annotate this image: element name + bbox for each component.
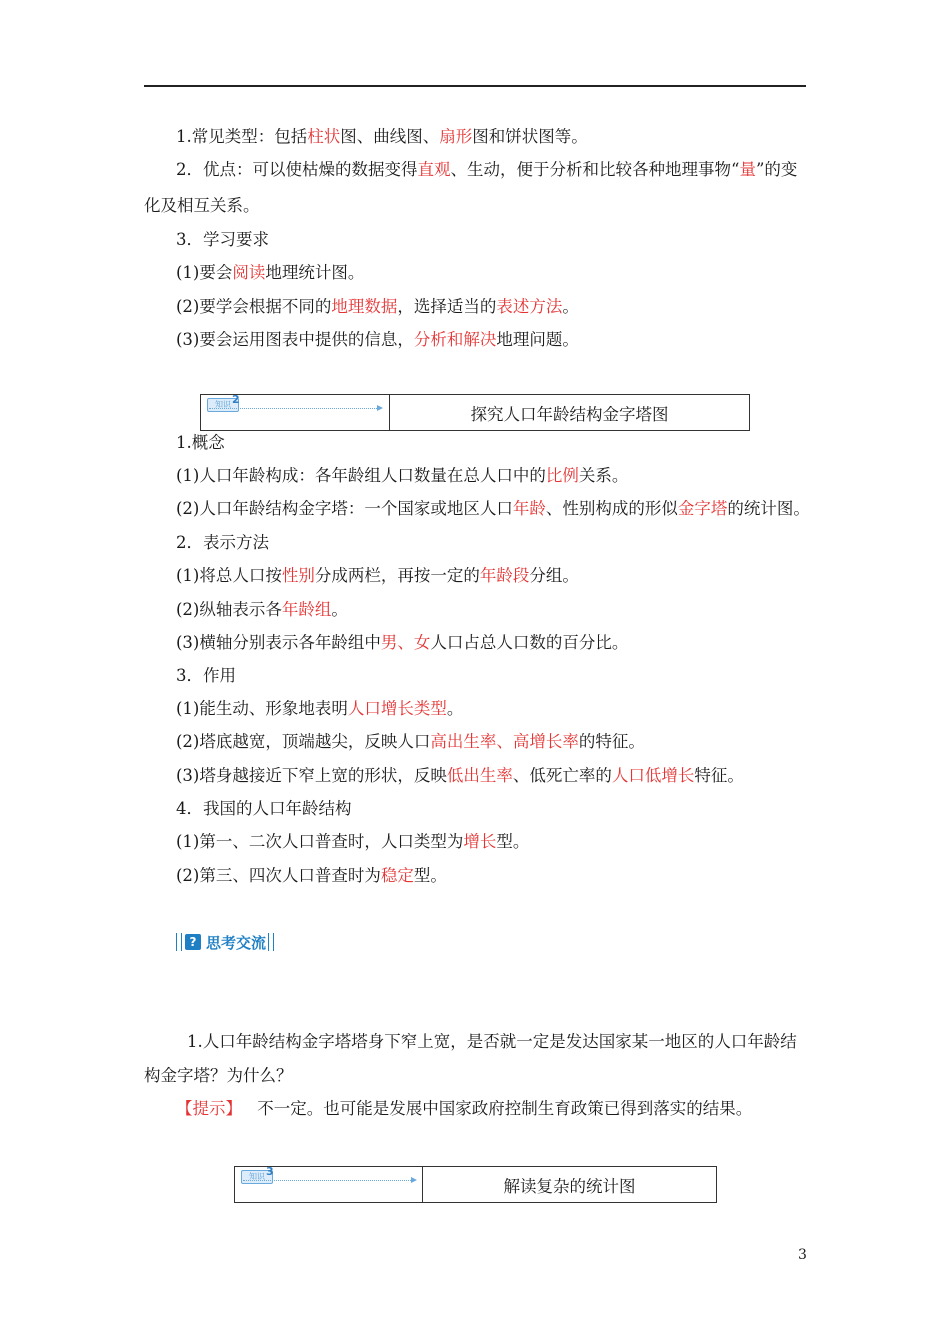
hint-label: 【提示】 bbox=[176, 1099, 242, 1118]
text-segment: (3)横轴分别表示各年龄组中 bbox=[176, 633, 381, 652]
question-line-2: 构金字塔？为什么？ bbox=[144, 1066, 293, 1085]
arrowhead-icon bbox=[377, 405, 383, 411]
highlight-text: 人口低增长 bbox=[611, 766, 695, 785]
highlight-text: 比例 bbox=[545, 466, 579, 485]
text-line bbox=[176, 127, 588, 147]
text-segment: (1)将总人口按 bbox=[176, 566, 282, 585]
text-line bbox=[176, 433, 225, 453]
text-segment: 分成两栏，再按一定的 bbox=[314, 566, 480, 585]
highlight-text: 直观 bbox=[417, 160, 451, 179]
text-line bbox=[176, 633, 628, 653]
text-segment: (1)第一、二次人口普查时，人口类型为 bbox=[176, 832, 464, 851]
text-segment: 的特征。 bbox=[578, 732, 645, 751]
knowledge-number: 3 bbox=[266, 1165, 274, 1178]
highlight-text: 增长 bbox=[463, 832, 497, 851]
text-segment: 、低死亡率的 bbox=[512, 766, 612, 785]
text-segment: ，选择适当的 bbox=[397, 297, 497, 316]
text-segment: (3)塔身越接近下窄上宽的形状，反映 bbox=[176, 766, 447, 785]
text-line bbox=[176, 330, 579, 350]
highlight-text: 低出生率 bbox=[446, 766, 513, 785]
text-line bbox=[176, 732, 645, 752]
knowledge-tag-cell bbox=[235, 1167, 423, 1202]
text-segment: 2．优点：可以使枯燥的数据变得 bbox=[176, 160, 418, 179]
knowledge-tag: 知识 bbox=[241, 1170, 273, 1184]
highlight-text: 表述方法 bbox=[496, 297, 563, 316]
highlight-text: 地理数据 bbox=[331, 297, 398, 316]
text-segment: 、性别构成的形似 bbox=[545, 499, 678, 518]
highlight-text: 扇形 bbox=[439, 127, 473, 146]
text-segment: 地理问题。 bbox=[496, 330, 579, 349]
highlight-text: 人口增长类型 bbox=[347, 699, 447, 718]
text-line bbox=[176, 263, 364, 283]
text-segment: 图和饼状图等。 bbox=[472, 127, 588, 146]
text-segment: 型。 bbox=[413, 866, 447, 885]
text-segment: 4．我国的人口年龄结构 bbox=[176, 799, 352, 818]
text-segment: 3．学习要求 bbox=[176, 230, 269, 249]
text-line bbox=[176, 466, 628, 486]
highlight-text: 性别 bbox=[281, 566, 315, 585]
text-segment: 图、曲线图、 bbox=[340, 127, 440, 146]
dotted-arrow-icon bbox=[243, 1180, 413, 1181]
question-icon: ? bbox=[185, 934, 201, 950]
knowledge-tag: 知识 bbox=[207, 398, 239, 412]
highlight-text: 阅读 bbox=[232, 263, 266, 282]
text-line bbox=[176, 566, 579, 586]
text-segment: 关系。 bbox=[578, 466, 629, 485]
knowledge-title: 解读复杂的统计图 bbox=[503, 1176, 636, 1196]
highlight-text: 稳定 bbox=[380, 866, 414, 885]
think-exchange-header bbox=[176, 931, 274, 953]
text-segment: 、生动，便于分析和比较各种地理事物“ bbox=[450, 160, 740, 179]
knowledge-box-3 bbox=[234, 1166, 717, 1203]
text-segment: 。 bbox=[562, 297, 579, 316]
highlight-text: 高出生率、高增长率 bbox=[430, 732, 579, 751]
highlight-text: 柱状 bbox=[307, 127, 341, 146]
text-segment: (2)塔底越宽，顶端越尖，反映人口 bbox=[176, 732, 431, 751]
text-segment: 。 bbox=[331, 600, 348, 619]
hint-text: 不一定。也可能是发展中国家政府控制生育政策已得到落实的结果。 bbox=[257, 1099, 753, 1118]
highlight-text: 男、女 bbox=[380, 633, 431, 652]
text-segment: (2)要学会根据不同的 bbox=[176, 297, 332, 316]
knowledge-number: 2 bbox=[232, 393, 240, 406]
text-line bbox=[176, 297, 579, 317]
bars-icon bbox=[176, 933, 182, 951]
text-segment: (2)纵轴表示各 bbox=[176, 600, 282, 619]
header-rule bbox=[144, 85, 806, 87]
text-segment: 地理统计图。 bbox=[265, 263, 365, 282]
text-line bbox=[176, 666, 236, 686]
text-line bbox=[176, 160, 797, 180]
text-segment: 3．作用 bbox=[176, 666, 236, 685]
text-segment: 2．表示方法 bbox=[176, 533, 269, 552]
text-segment: 特征。 bbox=[694, 766, 744, 785]
text-line bbox=[176, 832, 529, 852]
text-line bbox=[176, 799, 352, 819]
text-line bbox=[176, 600, 348, 620]
text-line bbox=[176, 499, 810, 519]
highlight-text: 年龄组 bbox=[281, 600, 332, 619]
text-line bbox=[176, 766, 744, 786]
text-segment: 化及相互关系。 bbox=[144, 196, 260, 215]
highlight-text: 分析和解决 bbox=[413, 330, 497, 349]
text-segment: (1)人口年龄构成：各年龄组人口数量在总人口中的 bbox=[176, 466, 546, 485]
text-segment: 1.概念 bbox=[176, 433, 225, 452]
text-segment: (2)第三、四次人口普查时为 bbox=[176, 866, 381, 885]
text-line bbox=[176, 866, 447, 886]
dotted-arrow-icon bbox=[209, 408, 379, 409]
text-segment: 的统计图。 bbox=[727, 499, 810, 518]
text-segment: 1.常见类型：包括 bbox=[176, 127, 308, 146]
text-segment: 型。 bbox=[496, 832, 530, 851]
highlight-text: 量 bbox=[739, 160, 756, 179]
hint-paragraph bbox=[176, 1099, 752, 1119]
page-number: 3 bbox=[798, 1247, 807, 1263]
text-segment: (1)要会 bbox=[176, 263, 233, 282]
knowledge-tag-cell bbox=[201, 395, 390, 430]
text-segment: (2)人口年龄结构金字塔：一个国家或地区人口 bbox=[176, 499, 513, 518]
text-segment: (3)要会运用图表中提供的信息， bbox=[176, 330, 414, 349]
bars-icon bbox=[268, 933, 274, 951]
text-segment: 分组。 bbox=[529, 566, 579, 585]
highlight-text: 年龄段 bbox=[479, 566, 530, 585]
highlight-text: 金字塔 bbox=[677, 499, 728, 518]
arrowhead-icon bbox=[411, 1177, 417, 1183]
text-segment: (1)能生动、形象地表明 bbox=[176, 699, 348, 718]
text-line bbox=[144, 196, 260, 216]
text-line bbox=[176, 230, 269, 250]
think-label: 思考交流 bbox=[206, 933, 267, 952]
text-line bbox=[176, 699, 463, 719]
text-line bbox=[176, 533, 269, 553]
knowledge-box-2 bbox=[200, 394, 750, 431]
question-line-1: 1.人口年龄结构金字塔塔身下窄上宽，是否就一定是发达国家某一地区的人口年龄结 bbox=[187, 1032, 797, 1051]
text-segment: 。 bbox=[446, 699, 464, 718]
text-segment: ”的变 bbox=[755, 160, 798, 179]
knowledge-title: 探究人口年龄结构金字塔图 bbox=[470, 404, 669, 424]
highlight-text: 年龄 bbox=[512, 499, 546, 518]
text-segment: 人口占总人口数的百分比。 bbox=[430, 633, 629, 652]
